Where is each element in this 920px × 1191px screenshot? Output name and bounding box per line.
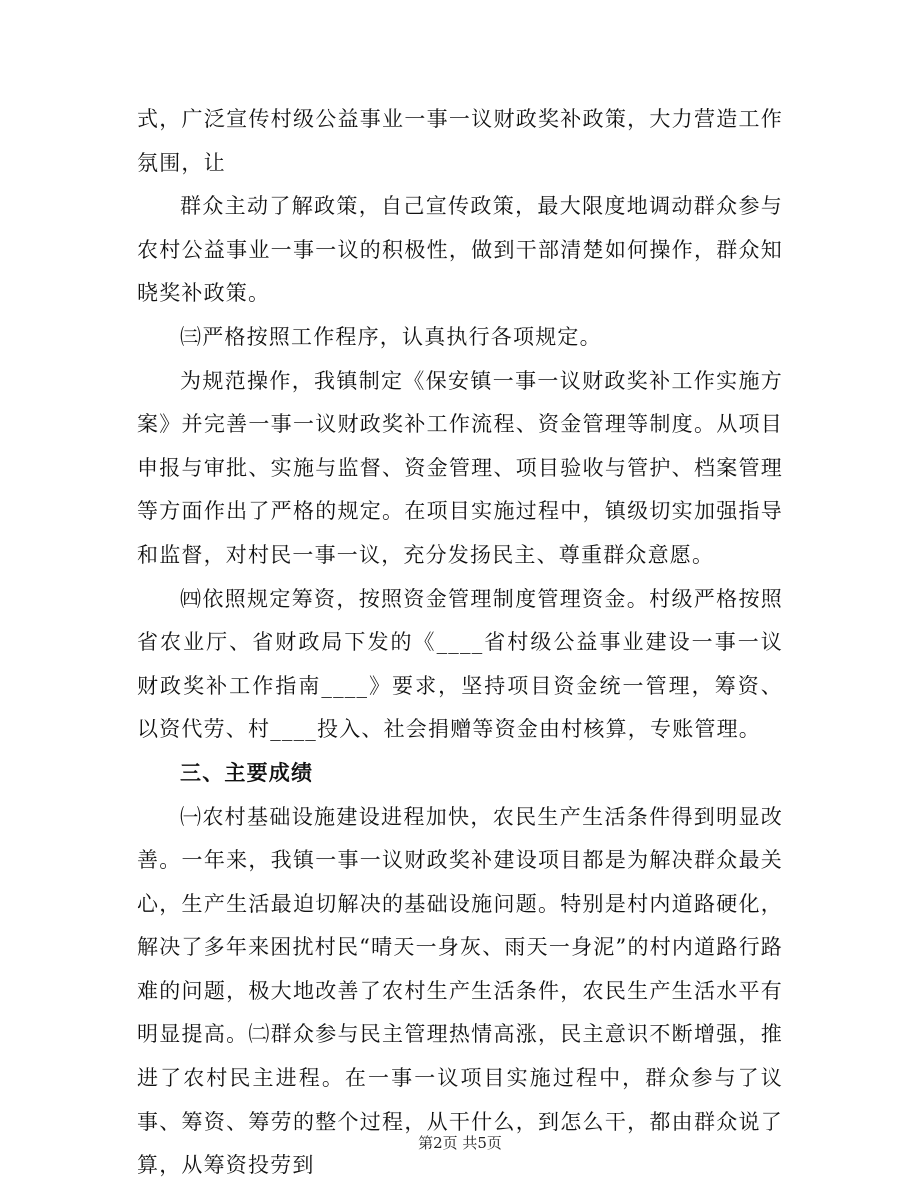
- paragraph-standard-operations: 为规范操作，我镇制定《保安镇一事一议财政奖补工作实施方案》并完善一事一议财政奖补工作流程、资金管理等制度。从项目申报与审批、实施与监督、资金管理、项目验收与管护、档案管理等方面作出了严格的规定。在项目实施过程中，镇级切实加强指导和监督，对村民一事一议，充分发扬民主、尊重群众意愿。: [137, 368, 783, 567]
- document-body: [137, 98, 783, 1188]
- paragraph-achievements: ㈠农村基础设施建设进程加快，农民生产生活条件得到明显改善。一年来，我镇一事一议财政奖补建设项目都是为解决群众最关心，生产生活最迫切解决的基础设施问题。特别是村内道路硬化，解决了多年来困扰村民“晴天一身灰、雨天一身泥”的村内道路行路难的问题，极大地改善了农村生产生活条件，农民生产生活水平有明显提高。㈡群众参与民主管理热情高涨，民主意识不断增强，推进了农村民主进程。在一事一议项目实施过程中，群众参与了议事、筹资、筹劳的整个过程，从干什么，到怎么干，都由群众说了算，从筹资投劳到: [137, 804, 783, 1178]
- page-number-footer: 第2页 共5页: [418, 1134, 502, 1152]
- paragraph-section-3-title: ㈢严格按照工作程序，认真执行各项规定。: [180, 324, 602, 349]
- section-heading-achievements: 三、主要成绩: [180, 760, 314, 785]
- paragraph-policy-awareness: 群众主动了解政策，自己宣传政策，最大限度地调动群众参与农村公益事业一事一议的积极性，做到干部清楚如何操作，群众知晓奖补政策。: [137, 194, 783, 306]
- paragraph-fund-raising: ㈣依照规定筹资，按照资金管理制度管理资金。村级严格按照省农业厅、省财政局下发的《____省村级公益事业建设一事一议财政奖补工作指南____》要求，坚持项目资金统一管理，筹资、以资代劳、村____投入、社会捐赠等资金由村核算，专账管理。: [137, 586, 783, 742]
- paragraph-continuation: 式，广泛宣传村级公益事业一事一议财政奖补政策，大力营造工作氛围，让: [137, 107, 783, 175]
